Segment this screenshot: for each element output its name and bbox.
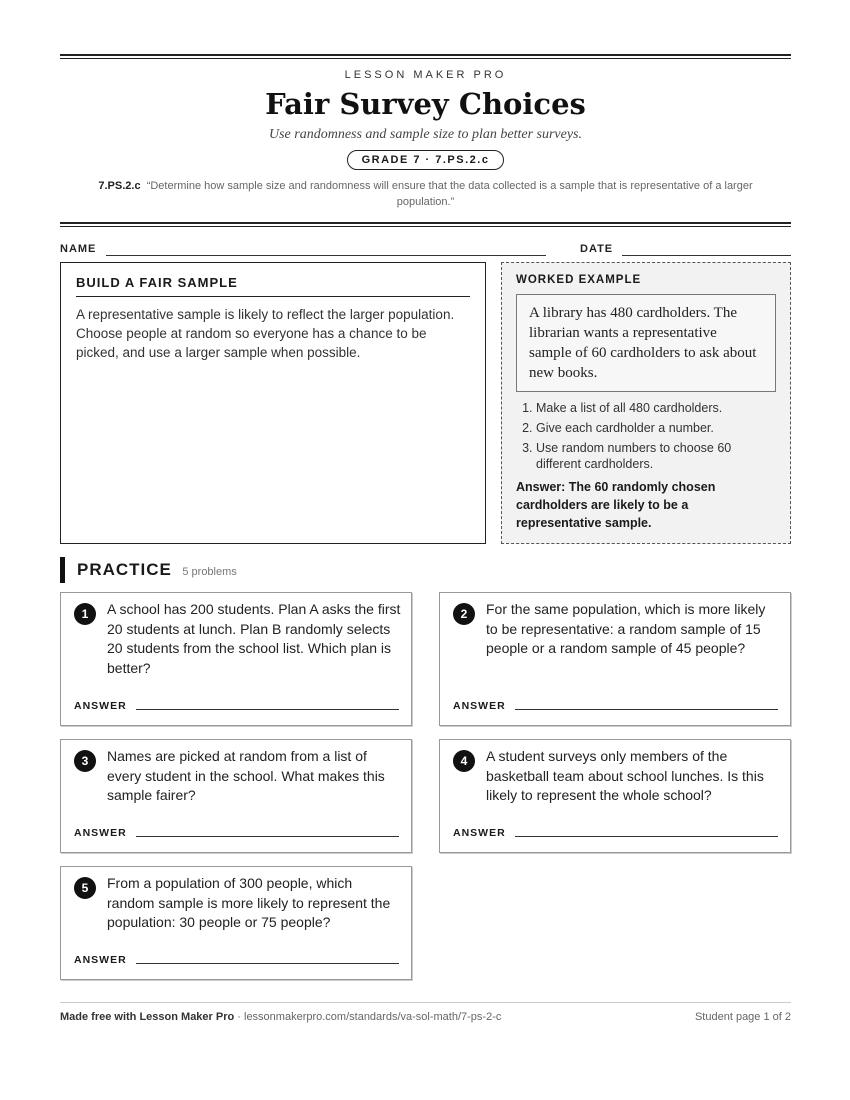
answer-field[interactable] xyxy=(515,709,778,710)
page-subtitle: Use randomness and sample size to plan better surveys. xyxy=(268,127,583,142)
lesson-heading: BUILD A FAIR SAMPLE xyxy=(76,275,470,297)
answer-field[interactable] xyxy=(136,836,399,837)
page-footer xyxy=(60,1002,791,1023)
standard-code: 7.PS.2.c xyxy=(98,180,141,192)
practice-header xyxy=(60,557,237,583)
problem-number: 2 xyxy=(453,603,475,625)
example-scenario: A library has 480 cardholders. The librarian wants a representative sample of 60 cardholders to ask about new books. xyxy=(516,294,776,392)
problem-card xyxy=(60,866,412,980)
answer-field[interactable] xyxy=(136,963,399,964)
answer-label: ANSWER xyxy=(453,827,506,839)
problem-card xyxy=(439,592,791,726)
standard-description xyxy=(60,178,791,210)
standard-text: “Determine how sample size and randomness will ensure that the data collected is a sample that is representative of a larger population.” xyxy=(146,180,753,208)
problem-count: 5 problems xyxy=(182,566,237,578)
lesson-body: A representative sample is likely to reflect the larger population. Choose people at random so everyone has a chance to be picked, and use a larger sample when possible. xyxy=(76,307,455,360)
problem-number: 3 xyxy=(74,750,96,772)
problem-number: 1 xyxy=(74,603,96,625)
worked-example-heading: WORKED EXAMPLE xyxy=(516,274,642,286)
grade-badge: GRADE 7 · 7.PS.2.c xyxy=(347,150,505,170)
problem-card xyxy=(60,592,412,726)
answer-label: ANSWER xyxy=(74,954,127,966)
problem-text: Names are picked at random from a list of every student in the school. What makes this sample fairer? xyxy=(107,748,385,803)
header-divider xyxy=(60,222,791,227)
answer-label: ANSWER xyxy=(74,827,127,839)
lesson-box xyxy=(60,262,486,544)
problem-number: 4 xyxy=(453,750,475,772)
date-field[interactable] xyxy=(622,255,791,256)
date-label: DATE xyxy=(580,243,614,255)
answer-field[interactable] xyxy=(136,709,399,710)
practice-heading: PRACTICE xyxy=(77,560,172,579)
example-step: 1. Make a list of all 480 cardholders. xyxy=(536,400,776,416)
worksheet-page xyxy=(60,54,791,1023)
problem-card xyxy=(439,739,791,853)
problem-text: For the same population, which is more likely to be representative: a random sample of 15 people or a random sample of 45 people? xyxy=(486,601,766,656)
problem-number: 5 xyxy=(74,877,96,899)
worked-example-box xyxy=(501,262,791,544)
problem-text: A school has 200 students. Plan A asks the first 20 students at lunch. Plan B randomly selects 20 students from the school list. Which plan is better? xyxy=(107,601,401,676)
example-step: 3. Use random numbers to choose 60 different cardholders. xyxy=(536,440,776,472)
footer-url[interactable]: · lessonmakerpro.com/standards/va-sol-math/7-ps-2-c xyxy=(234,1011,502,1023)
answer-label: ANSWER xyxy=(453,700,506,712)
top-divider xyxy=(60,54,791,59)
brand-name: LESSON MAKER PRO xyxy=(344,69,507,81)
page-title: Fair Survey Choices xyxy=(265,87,586,121)
name-field[interactable] xyxy=(106,255,546,256)
example-answer: Answer: The 60 randomly chosen cardholders are likely to be a representative sample. xyxy=(516,480,716,530)
answer-field[interactable] xyxy=(515,836,778,837)
problem-text: A student surveys only members of the basketball team about school lunches. Is this likely to represent the whole school? xyxy=(486,748,764,803)
page-number: Student page 1 of 2 xyxy=(694,1011,791,1023)
name-date-row xyxy=(60,241,791,261)
answer-label: ANSWER xyxy=(74,700,127,712)
name-label: NAME xyxy=(60,243,97,255)
footer-credit: Made free with Lesson Maker Pro xyxy=(60,1011,235,1023)
example-step: 2. Give each cardholder a number. xyxy=(536,420,776,436)
problem-card xyxy=(60,739,412,853)
problem-text: From a population of 300 people, which random sample is more likely to represent the population: 30 people or 75 people? xyxy=(107,875,391,930)
example-steps xyxy=(516,400,776,472)
